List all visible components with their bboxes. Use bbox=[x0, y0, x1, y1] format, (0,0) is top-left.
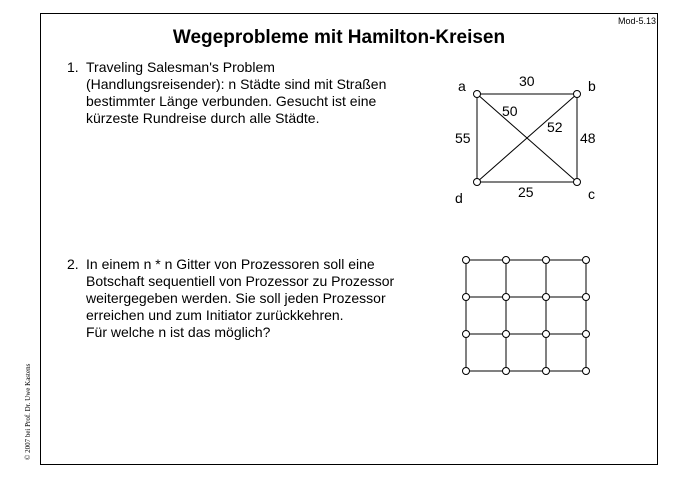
item-2-line: erreichen und zum Initiator zurückkehren. bbox=[86, 307, 344, 323]
processor-node bbox=[583, 257, 590, 264]
node-a bbox=[474, 91, 481, 98]
item-2-line: Für welche n ist das möglich? bbox=[86, 324, 271, 340]
processor-node bbox=[503, 368, 510, 375]
weight-ac: 50 bbox=[502, 103, 518, 119]
slide-id: Mod-5.13 bbox=[617, 16, 656, 26]
copyright-notice: © 2007 bei Prof. Dr. Uwe Kastens bbox=[24, 363, 32, 460]
node-b bbox=[574, 91, 581, 98]
processor-node bbox=[463, 331, 470, 338]
slide-title: Wegeprobleme mit Hamilton-Kreisen bbox=[172, 27, 506, 48]
item-2-line: In einem n * n Gitter von Prozessoren soll eine bbox=[86, 256, 375, 272]
processor-node bbox=[503, 294, 510, 301]
tsp-graph bbox=[474, 91, 581, 186]
node-label-a: a bbox=[458, 78, 466, 94]
processor-node bbox=[503, 331, 510, 338]
weight-ad: 55 bbox=[455, 130, 471, 146]
item-2-line: weitergegeben werden. Sie soll jeden Prozessor bbox=[86, 290, 386, 306]
processor-node bbox=[543, 331, 550, 338]
item-2-number: 2. bbox=[67, 256, 79, 272]
node-d bbox=[474, 179, 481, 186]
node-label-d: d bbox=[455, 190, 463, 206]
weight-ab: 30 bbox=[519, 73, 535, 89]
weight-dc: 25 bbox=[518, 184, 534, 200]
weight-bc: 48 bbox=[580, 130, 596, 146]
processor-node bbox=[463, 368, 470, 375]
item-1-line: bestimmter Länge verbunden. Gesucht ist eine bbox=[86, 93, 377, 109]
processor-grid bbox=[463, 257, 590, 375]
item-1-line: (Handlungsreisender): n Städte sind mit Straßen bbox=[86, 76, 387, 92]
processor-node bbox=[543, 368, 550, 375]
processor-node bbox=[503, 257, 510, 264]
processor-node bbox=[543, 257, 550, 264]
item-1-number: 1. bbox=[67, 59, 79, 75]
weight-bd: 52 bbox=[547, 119, 563, 135]
processor-node bbox=[583, 331, 590, 338]
processor-node bbox=[583, 294, 590, 301]
item-1-line: Traveling Salesman's Problem bbox=[86, 59, 275, 75]
item-2-line: Botschaft sequentiell von Prozessor zu Prozessor bbox=[86, 273, 395, 289]
node-c bbox=[574, 179, 581, 186]
item-1-line: kürzeste Rundreise durch alle Städte. bbox=[86, 110, 320, 126]
node-label-b: b bbox=[588, 78, 596, 94]
node-label-c: c bbox=[588, 186, 595, 202]
processor-node bbox=[463, 257, 470, 264]
processor-node bbox=[543, 294, 550, 301]
processor-node bbox=[583, 368, 590, 375]
processor-node bbox=[463, 294, 470, 301]
